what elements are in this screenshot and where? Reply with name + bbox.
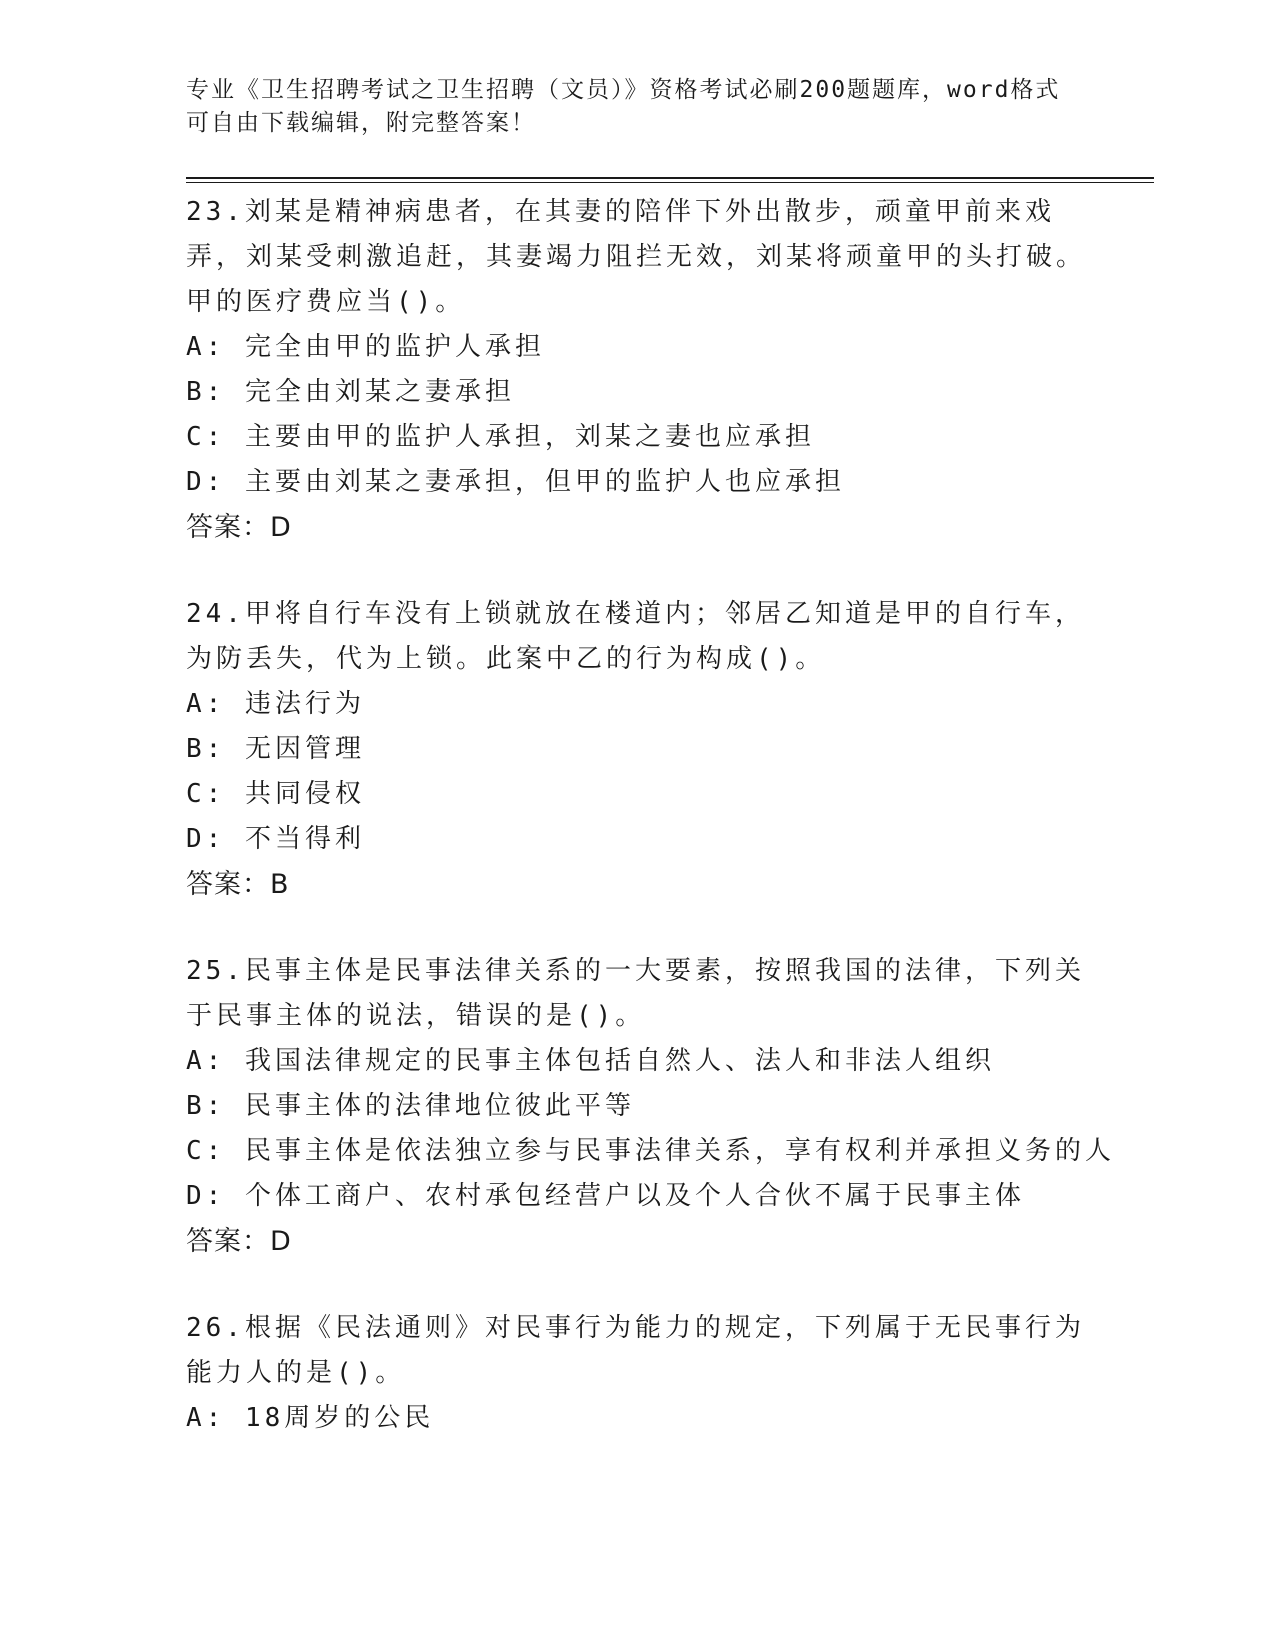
option-b: B: 民事主体的法律地位彼此平等 [186,1091,635,1121]
option-d: D: 主要由刘某之妻承担，但甲的监护人也应承担 [186,467,845,497]
question-stem: 26.根据《民法通则》对民事行为能力的规定，下列属于无民事行为能力人的是()。 [186,1313,1085,1388]
answer-label: 答案：B [186,869,290,900]
answer-label: 答案：D [186,512,292,543]
question-25 [186,949,1115,1264]
question-list [186,190,1115,1483]
header-line-1: 专业《卫生招聘考试之卫生招聘（文员）》资格考试必刷200题题库，word格式 [186,77,1061,103]
option-b: B: 完全由刘某之妻承担 [186,377,515,407]
option-a: A: 违法行为 [186,689,365,719]
question-stem: 23.刘某是精神病患者，在其妻的陪伴下外出散步，顽童甲前来戏弄，刘某受刺激追赶，其妻竭力阻拦无效，刘某将顽童甲的头打破。甲的医疗费应当()。 [186,197,1087,317]
header-line-2: 可自由下载编辑，附完整答案！ [186,110,536,136]
header-rule-thick [186,177,1154,179]
question-24 [186,592,1086,907]
option-d: D: 个体工商户、农村承包经营户以及个人合伙不属于民事主体 [186,1181,1025,1211]
question-26 [186,1306,1086,1441]
question-23 [186,190,1086,550]
answer-label: 答案：D [186,1226,292,1257]
question-stem: 25.民事主体是民事法律关系的一大要素，按照我国的法律，下列关于民事主体的说法，错误的是()。 [186,956,1085,1031]
option-d: D: 不当得利 [186,824,365,854]
option-b: B: 无因管理 [186,734,365,764]
option-c: C: 共同侵权 [186,779,365,809]
question-stem: 24.甲将自行车没有上锁就放在楼道内；邻居乙知道是甲的自行车，为防丢失，代为上锁。此案中乙的行为构成()。 [186,599,1085,674]
option-a: A: 完全由甲的监护人承担 [186,332,545,362]
header-rule-thin [186,182,1154,183]
document-header [186,74,1086,140]
option-a: A: 18周岁的公民 [186,1403,435,1433]
option-a: A: 我国法律规定的民事主体包括自然人、法人和非法人组织 [186,1046,995,1076]
option-c: C: 民事主体是依法独立参与民事法律关系，享有权利并承担义务的人 [186,1136,1115,1166]
option-c: C: 主要由甲的监护人承担，刘某之妻也应承担 [186,422,815,452]
